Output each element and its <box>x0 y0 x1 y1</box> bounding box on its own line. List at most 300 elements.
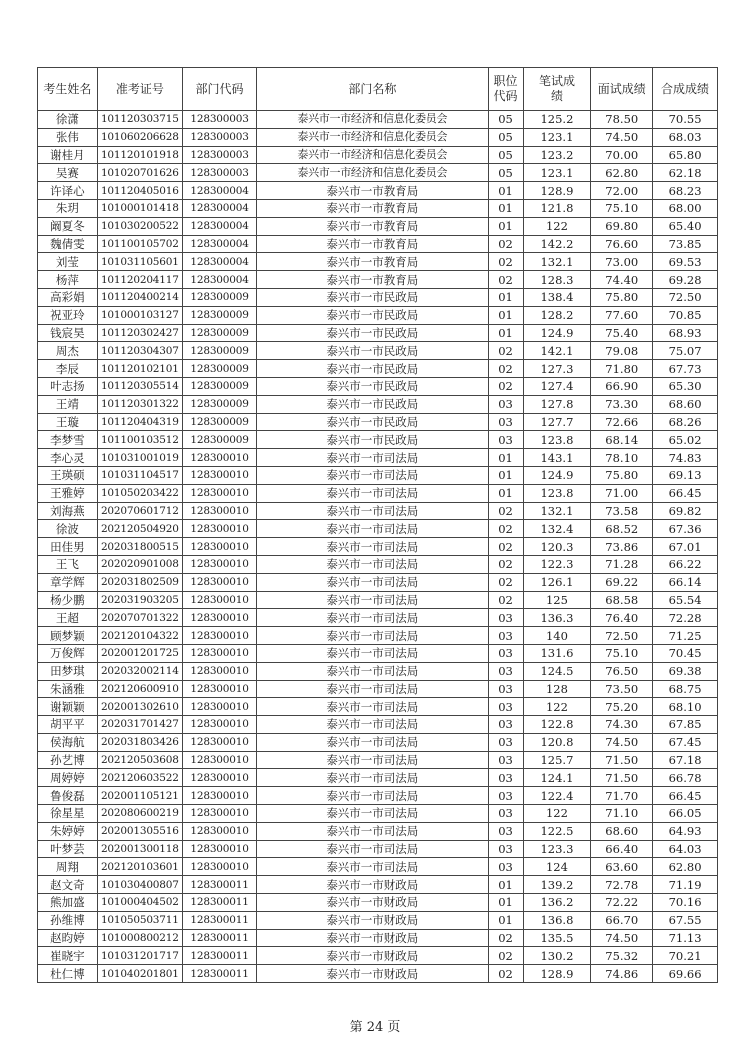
table-row <box>38 538 718 556</box>
cell-exam-id: 101120305514 <box>97 377 182 395</box>
cell-exam-id: 202070701322 <box>97 609 182 627</box>
cell-total-score: 69.28 <box>653 271 718 289</box>
cell-dept-code: 128300011 <box>183 876 257 894</box>
cell-total-score: 70.55 <box>653 111 718 129</box>
cell-dept-code: 128300010 <box>183 466 257 484</box>
cell-dept-code: 128300010 <box>183 484 257 502</box>
cell-exam-id: 101120400214 <box>97 288 182 306</box>
table-row <box>38 466 718 484</box>
cell-written-score: 124.5 <box>523 662 591 680</box>
cell-dept-code: 128300010 <box>183 787 257 805</box>
cell-position-code: 03 <box>488 698 523 716</box>
table-row <box>38 111 718 129</box>
cell-total-score: 66.22 <box>653 555 718 573</box>
cell-total-score: 67.45 <box>653 733 718 751</box>
cell-written-score: 122 <box>523 698 591 716</box>
cell-total-score: 71.19 <box>653 876 718 894</box>
table-row <box>38 449 718 467</box>
cell-total-score: 68.10 <box>653 698 718 716</box>
cell-candidate-name: 王超 <box>38 609 98 627</box>
cell-candidate-name: 章学辉 <box>38 573 98 591</box>
cell-total-score: 70.21 <box>653 947 718 965</box>
cell-exam-id: 101000404502 <box>97 894 182 912</box>
cell-dept-name: 泰兴市一市民政局 <box>257 395 488 413</box>
score-table <box>37 67 718 983</box>
cell-dept-name: 泰兴市一市司法局 <box>257 555 488 573</box>
cell-exam-id: 101100105702 <box>97 235 182 253</box>
cell-position-code: 02 <box>488 573 523 591</box>
cell-exam-id: 101060206628 <box>97 128 182 146</box>
cell-written-score: 136.2 <box>523 894 591 912</box>
cell-position-code: 03 <box>488 644 523 662</box>
cell-total-score: 67.73 <box>653 360 718 378</box>
cell-dept-code: 128300010 <box>183 502 257 520</box>
cell-exam-id: 101000103127 <box>97 306 182 324</box>
cell-dept-name: 泰兴市一市司法局 <box>257 466 488 484</box>
cell-written-score: 123.2 <box>523 146 591 164</box>
table-row <box>38 965 718 983</box>
cell-candidate-name: 张伟 <box>38 128 98 146</box>
cell-exam-id: 202031800515 <box>97 538 182 556</box>
cell-dept-code: 128300004 <box>183 271 257 289</box>
cell-interview-score: 72.66 <box>591 413 653 431</box>
cell-dept-code: 128300004 <box>183 217 257 235</box>
table-row <box>38 929 718 947</box>
header-written-score: 笔试成 绩 <box>523 68 591 111</box>
cell-dept-name: 泰兴市一市民政局 <box>257 360 488 378</box>
cell-dept-name: 泰兴市一市教育局 <box>257 182 488 200</box>
table-row <box>38 555 718 573</box>
cell-written-score: 125 <box>523 591 591 609</box>
table-row <box>38 733 718 751</box>
cell-candidate-name: 朱涵雅 <box>38 680 98 698</box>
cell-position-code: 03 <box>488 733 523 751</box>
cell-candidate-name: 祝亚玲 <box>38 306 98 324</box>
cell-dept-code: 128300004 <box>183 253 257 271</box>
cell-position-code: 03 <box>488 751 523 769</box>
cell-written-score: 125.2 <box>523 111 591 129</box>
cell-exam-id: 202032002114 <box>97 662 182 680</box>
cell-interview-score: 66.40 <box>591 840 653 858</box>
cell-candidate-name: 李辰 <box>38 360 98 378</box>
cell-exam-id: 202001302610 <box>97 698 182 716</box>
cell-interview-score: 75.40 <box>591 324 653 342</box>
cell-dept-code: 128300003 <box>183 128 257 146</box>
cell-dept-name: 泰兴市一市司法局 <box>257 858 488 876</box>
cell-position-code: 05 <box>488 146 523 164</box>
cell-exam-id: 101100103512 <box>97 431 182 449</box>
cell-exam-id: 202120603522 <box>97 769 182 787</box>
cell-total-score: 66.45 <box>653 484 718 502</box>
cell-exam-id: 202031802509 <box>97 573 182 591</box>
cell-exam-id: 202001201725 <box>97 644 182 662</box>
table-row <box>38 520 718 538</box>
cell-interview-score: 78.50 <box>591 111 653 129</box>
cell-total-score: 69.82 <box>653 502 718 520</box>
cell-exam-id: 101031001019 <box>97 449 182 467</box>
cell-position-code: 03 <box>488 609 523 627</box>
cell-dept-name: 泰兴市一市民政局 <box>257 306 488 324</box>
cell-candidate-name: 熊加盛 <box>38 894 98 912</box>
table-row <box>38 413 718 431</box>
cell-exam-id: 202070601712 <box>97 502 182 520</box>
cell-interview-score: 75.32 <box>591 947 653 965</box>
cell-total-score: 72.50 <box>653 288 718 306</box>
cell-position-code: 03 <box>488 680 523 698</box>
cell-position-code: 03 <box>488 413 523 431</box>
cell-interview-score: 74.86 <box>591 965 653 983</box>
cell-dept-code: 128300010 <box>183 716 257 734</box>
cell-exam-id: 101120404319 <box>97 413 182 431</box>
table-row <box>38 680 718 698</box>
page-number: 第 24 页 <box>349 1020 401 1035</box>
cell-position-code: 02 <box>488 965 523 983</box>
cell-dept-code: 128300010 <box>183 609 257 627</box>
cell-position-code: 01 <box>488 306 523 324</box>
cell-position-code: 01 <box>488 182 523 200</box>
cell-dept-code: 128300010 <box>183 449 257 467</box>
cell-position-code: 01 <box>488 911 523 929</box>
cell-candidate-name: 田梦琪 <box>38 662 98 680</box>
cell-dept-code: 128300009 <box>183 306 257 324</box>
cell-written-score: 138.4 <box>523 288 591 306</box>
cell-dept-code: 128300003 <box>183 146 257 164</box>
cell-dept-name: 泰兴市一市教育局 <box>257 253 488 271</box>
header-dept-code: 部门代码 <box>183 68 257 111</box>
cell-candidate-name: 吴赛 <box>38 164 98 182</box>
cell-candidate-name: 朱婷婷 <box>38 822 98 840</box>
cell-dept-name: 泰兴市一市教育局 <box>257 199 488 217</box>
cell-interview-score: 74.40 <box>591 271 653 289</box>
cell-total-score: 65.40 <box>653 217 718 235</box>
cell-dept-name: 泰兴市一市司法局 <box>257 591 488 609</box>
header-dept-name: 部门名称 <box>257 68 488 111</box>
cell-written-score: 127.8 <box>523 395 591 413</box>
cell-dept-code: 128300009 <box>183 377 257 395</box>
cell-written-score: 126.1 <box>523 573 591 591</box>
cell-dept-code: 128300004 <box>183 199 257 217</box>
cell-dept-code: 128300004 <box>183 235 257 253</box>
cell-written-score: 123.1 <box>523 128 591 146</box>
table-row <box>38 876 718 894</box>
cell-candidate-name: 赵文奇 <box>38 876 98 894</box>
table-row <box>38 644 718 662</box>
cell-position-code: 02 <box>488 591 523 609</box>
cell-exam-id: 202031903205 <box>97 591 182 609</box>
cell-written-score: 122.4 <box>523 787 591 805</box>
cell-exam-id: 202120103601 <box>97 858 182 876</box>
cell-exam-id: 101120304307 <box>97 342 182 360</box>
cell-dept-name: 泰兴市一市司法局 <box>257 449 488 467</box>
cell-written-score: 120.3 <box>523 538 591 556</box>
cell-candidate-name: 钱宸昊 <box>38 324 98 342</box>
cell-total-score: 68.75 <box>653 680 718 698</box>
cell-position-code: 02 <box>488 253 523 271</box>
cell-candidate-name: 田佳男 <box>38 538 98 556</box>
cell-dept-name: 泰兴市一市司法局 <box>257 680 488 698</box>
cell-dept-name: 泰兴市一市财政局 <box>257 894 488 912</box>
cell-candidate-name: 万俊辉 <box>38 644 98 662</box>
cell-exam-id: 101000101418 <box>97 199 182 217</box>
cell-written-score: 135.5 <box>523 929 591 947</box>
cell-dept-code: 128300011 <box>183 947 257 965</box>
cell-interview-score: 75.10 <box>591 644 653 662</box>
cell-position-code: 02 <box>488 360 523 378</box>
cell-position-code: 03 <box>488 431 523 449</box>
cell-position-code: 03 <box>488 769 523 787</box>
cell-candidate-name: 李心灵 <box>38 449 98 467</box>
cell-interview-score: 69.22 <box>591 573 653 591</box>
cell-dept-name: 泰兴市一市司法局 <box>257 502 488 520</box>
table-row <box>38 484 718 502</box>
cell-written-score: 124.9 <box>523 324 591 342</box>
cell-total-score: 73.85 <box>653 235 718 253</box>
cell-written-score: 123.3 <box>523 840 591 858</box>
table-row <box>38 235 718 253</box>
cell-dept-name: 泰兴市一市经济和信息化委员会 <box>257 128 488 146</box>
cell-interview-score: 73.58 <box>591 502 653 520</box>
header-row <box>38 68 718 111</box>
cell-candidate-name: 叶梦芸 <box>38 840 98 858</box>
cell-written-score: 143.1 <box>523 449 591 467</box>
cell-total-score: 69.38 <box>653 662 718 680</box>
cell-dept-code: 128300011 <box>183 894 257 912</box>
cell-candidate-name: 周翔 <box>38 858 98 876</box>
cell-interview-score: 79.08 <box>591 342 653 360</box>
cell-written-score: 124.1 <box>523 769 591 787</box>
cell-dept-name: 泰兴市一市教育局 <box>257 235 488 253</box>
cell-dept-name: 泰兴市一市司法局 <box>257 538 488 556</box>
cell-candidate-name: 刘莹 <box>38 253 98 271</box>
cell-exam-id: 202031701427 <box>97 716 182 734</box>
cell-interview-score: 73.00 <box>591 253 653 271</box>
cell-candidate-name: 胡平平 <box>38 716 98 734</box>
header-position-code: 职位 代码 <box>488 68 523 111</box>
cell-written-score: 123.8 <box>523 484 591 502</box>
cell-dept-name: 泰兴市一市司法局 <box>257 662 488 680</box>
cell-position-code: 02 <box>488 271 523 289</box>
cell-exam-id: 202120504920 <box>97 520 182 538</box>
cell-exam-id: 202001105121 <box>97 787 182 805</box>
table-row <box>38 698 718 716</box>
cell-position-code: 03 <box>488 787 523 805</box>
cell-total-score: 65.54 <box>653 591 718 609</box>
table-row <box>38 342 718 360</box>
cell-written-score: 142.1 <box>523 342 591 360</box>
cell-written-score: 128.9 <box>523 965 591 983</box>
cell-total-score: 68.03 <box>653 128 718 146</box>
cell-written-score: 121.8 <box>523 199 591 217</box>
table-row <box>38 324 718 342</box>
cell-written-score: 122.5 <box>523 822 591 840</box>
cell-position-code: 01 <box>488 484 523 502</box>
cell-position-code: 02 <box>488 538 523 556</box>
cell-dept-code: 128300010 <box>183 573 257 591</box>
cell-candidate-name: 高彩娟 <box>38 288 98 306</box>
cell-candidate-name: 侯海航 <box>38 733 98 751</box>
cell-candidate-name: 杜仁博 <box>38 965 98 983</box>
cell-exam-id: 101000800212 <box>97 929 182 947</box>
table-row <box>38 911 718 929</box>
cell-position-code: 01 <box>488 449 523 467</box>
cell-dept-code: 128300010 <box>183 538 257 556</box>
cell-dept-name: 泰兴市一市民政局 <box>257 288 488 306</box>
cell-dept-name: 泰兴市一市司法局 <box>257 698 488 716</box>
table-row <box>38 217 718 235</box>
table-row <box>38 858 718 876</box>
cell-interview-score: 68.58 <box>591 591 653 609</box>
cell-interview-score: 73.86 <box>591 538 653 556</box>
cell-exam-id: 101120101918 <box>97 146 182 164</box>
cell-exam-id: 101050503711 <box>97 911 182 929</box>
cell-candidate-name: 杨少鹏 <box>38 591 98 609</box>
cell-candidate-name: 王靖 <box>38 395 98 413</box>
cell-dept-name: 泰兴市一市民政局 <box>257 342 488 360</box>
header-total-score: 合成成绩 <box>653 68 718 111</box>
cell-written-score: 142.2 <box>523 235 591 253</box>
cell-dept-code: 128300003 <box>183 111 257 129</box>
cell-dept-code: 128300009 <box>183 324 257 342</box>
cell-dept-name: 泰兴市一市经济和信息化委员会 <box>257 164 488 182</box>
table-row <box>38 573 718 591</box>
table-row <box>38 360 718 378</box>
cell-interview-score: 71.70 <box>591 787 653 805</box>
table-row <box>38 609 718 627</box>
cell-dept-code: 128300010 <box>183 644 257 662</box>
cell-dept-name: 泰兴市一市司法局 <box>257 822 488 840</box>
cell-position-code: 02 <box>488 947 523 965</box>
cell-interview-score: 78.10 <box>591 449 653 467</box>
cell-total-score: 74.83 <box>653 449 718 467</box>
cell-interview-score: 77.60 <box>591 306 653 324</box>
cell-interview-score: 66.70 <box>591 911 653 929</box>
cell-exam-id: 101120301322 <box>97 395 182 413</box>
cell-dept-name: 泰兴市一市经济和信息化委员会 <box>257 111 488 129</box>
cell-interview-score: 76.40 <box>591 609 653 627</box>
cell-interview-score: 71.28 <box>591 555 653 573</box>
cell-dept-name: 泰兴市一市司法局 <box>257 520 488 538</box>
cell-written-score: 123.1 <box>523 164 591 182</box>
cell-dept-name: 泰兴市一市民政局 <box>257 324 488 342</box>
cell-written-score: 128.9 <box>523 182 591 200</box>
cell-total-score: 66.45 <box>653 787 718 805</box>
cell-position-code: 02 <box>488 235 523 253</box>
table-row <box>38 502 718 520</box>
table-row <box>38 751 718 769</box>
cell-interview-score: 73.50 <box>591 680 653 698</box>
cell-dept-code: 128300010 <box>183 822 257 840</box>
cell-dept-name: 泰兴市一市财政局 <box>257 911 488 929</box>
cell-dept-code: 128300010 <box>183 840 257 858</box>
cell-total-score: 66.14 <box>653 573 718 591</box>
cell-written-score: 132.1 <box>523 253 591 271</box>
cell-position-code: 03 <box>488 858 523 876</box>
cell-total-score: 66.05 <box>653 805 718 823</box>
cell-dept-name: 泰兴市一市司法局 <box>257 769 488 787</box>
cell-dept-name: 泰兴市一市司法局 <box>257 787 488 805</box>
table-row <box>38 591 718 609</box>
table-row <box>38 288 718 306</box>
cell-candidate-name: 阚夏冬 <box>38 217 98 235</box>
cell-interview-score: 71.80 <box>591 360 653 378</box>
cell-exam-id: 101031201717 <box>97 947 182 965</box>
cell-total-score: 67.18 <box>653 751 718 769</box>
cell-position-code: 02 <box>488 520 523 538</box>
cell-total-score: 67.36 <box>653 520 718 538</box>
cell-candidate-name: 顾梦颖 <box>38 627 98 645</box>
table-row <box>38 431 718 449</box>
cell-written-score: 136.3 <box>523 609 591 627</box>
cell-interview-score: 71.00 <box>591 484 653 502</box>
cell-interview-score: 71.10 <box>591 805 653 823</box>
cell-interview-score: 68.52 <box>591 520 653 538</box>
cell-total-score: 67.01 <box>653 538 718 556</box>
cell-total-score: 75.07 <box>653 342 718 360</box>
score-table-container <box>37 67 718 983</box>
cell-written-score: 139.2 <box>523 876 591 894</box>
cell-written-score: 136.8 <box>523 911 591 929</box>
cell-total-score: 65.02 <box>653 431 718 449</box>
cell-total-score: 69.66 <box>653 965 718 983</box>
table-row <box>38 716 718 734</box>
cell-candidate-name: 周婷婷 <box>38 769 98 787</box>
cell-interview-score: 74.50 <box>591 733 653 751</box>
cell-dept-code: 128300010 <box>183 858 257 876</box>
cell-interview-score: 72.78 <box>591 876 653 894</box>
cell-interview-score: 74.50 <box>591 929 653 947</box>
cell-written-score: 128.3 <box>523 271 591 289</box>
cell-dept-code: 128300009 <box>183 288 257 306</box>
cell-candidate-name: 谢桂月 <box>38 146 98 164</box>
table-row <box>38 805 718 823</box>
cell-position-code: 02 <box>488 929 523 947</box>
cell-candidate-name: 赵昀婷 <box>38 929 98 947</box>
cell-candidate-name: 李梦雪 <box>38 431 98 449</box>
cell-interview-score: 76.50 <box>591 662 653 680</box>
cell-total-score: 71.13 <box>653 929 718 947</box>
table-row <box>38 164 718 182</box>
table-row <box>38 271 718 289</box>
cell-candidate-name: 崔晓宇 <box>38 947 98 965</box>
cell-total-score: 68.93 <box>653 324 718 342</box>
table-row <box>38 840 718 858</box>
cell-position-code: 03 <box>488 662 523 680</box>
cell-dept-name: 泰兴市一市司法局 <box>257 644 488 662</box>
cell-dept-name: 泰兴市一市财政局 <box>257 965 488 983</box>
cell-interview-score: 63.60 <box>591 858 653 876</box>
cell-candidate-name: 刘海燕 <box>38 502 98 520</box>
cell-dept-code: 128300009 <box>183 360 257 378</box>
cell-dept-code: 128300010 <box>183 805 257 823</box>
cell-dept-name: 泰兴市一市教育局 <box>257 271 488 289</box>
cell-candidate-name: 徐波 <box>38 520 98 538</box>
cell-interview-score: 75.20 <box>591 698 653 716</box>
cell-total-score: 72.28 <box>653 609 718 627</box>
cell-dept-name: 泰兴市一市民政局 <box>257 431 488 449</box>
cell-total-score: 71.25 <box>653 627 718 645</box>
cell-position-code: 03 <box>488 805 523 823</box>
cell-interview-score: 68.60 <box>591 822 653 840</box>
cell-interview-score: 75.80 <box>591 466 653 484</box>
cell-written-score: 132.4 <box>523 520 591 538</box>
cell-dept-name: 泰兴市一市教育局 <box>257 217 488 235</box>
cell-total-score: 68.23 <box>653 182 718 200</box>
cell-dept-code: 128300011 <box>183 929 257 947</box>
cell-total-score: 69.53 <box>653 253 718 271</box>
cell-dept-name: 泰兴市一市司法局 <box>257 609 488 627</box>
cell-dept-code: 128300009 <box>183 342 257 360</box>
cell-total-score: 69.13 <box>653 466 718 484</box>
